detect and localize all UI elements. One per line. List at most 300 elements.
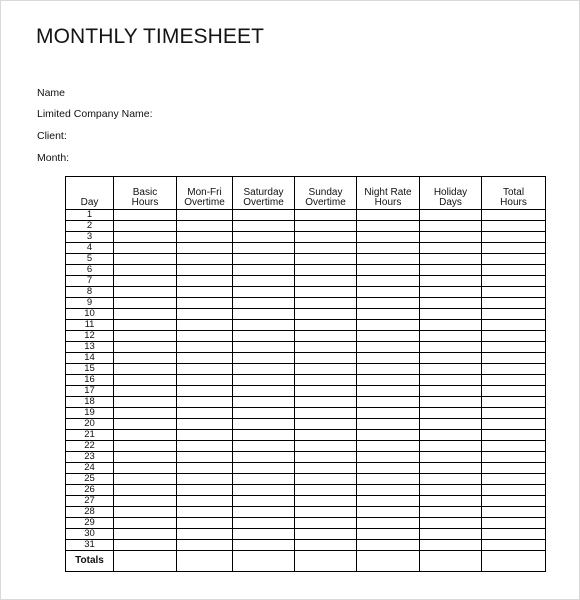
entry-cell[interactable] bbox=[482, 518, 546, 529]
entry-cell[interactable] bbox=[357, 309, 420, 320]
entry-cell[interactable] bbox=[177, 463, 233, 474]
entry-cell[interactable] bbox=[114, 309, 177, 320]
entry-cell[interactable] bbox=[114, 254, 177, 265]
day-row bbox=[66, 298, 546, 309]
entry-cell[interactable] bbox=[114, 452, 177, 463]
entry-cell[interactable] bbox=[357, 397, 420, 408]
entry-cell[interactable] bbox=[233, 265, 295, 276]
day-number: 29 bbox=[66, 518, 114, 529]
entry-cell[interactable] bbox=[295, 364, 357, 375]
day-number: 4 bbox=[66, 243, 114, 254]
entry-cell[interactable] bbox=[114, 287, 177, 298]
day-row bbox=[66, 375, 546, 386]
entry-cell[interactable] bbox=[114, 243, 177, 254]
timesheet-table bbox=[65, 176, 546, 572]
entry-cell[interactable] bbox=[357, 430, 420, 441]
entry-cell[interactable] bbox=[357, 386, 420, 397]
column-header-line: Overtime bbox=[243, 197, 284, 208]
day-number: 8 bbox=[66, 287, 114, 298]
entry-cell[interactable] bbox=[295, 287, 357, 298]
day-row bbox=[66, 529, 546, 540]
entry-cell[interactable] bbox=[233, 430, 295, 441]
day-row bbox=[66, 243, 546, 254]
entry-cell[interactable] bbox=[420, 276, 482, 287]
entry-cell[interactable] bbox=[177, 265, 233, 276]
day-row bbox=[66, 221, 546, 232]
entry-cell[interactable] bbox=[177, 485, 233, 496]
entry-cell[interactable] bbox=[177, 342, 233, 353]
entry-cell[interactable] bbox=[357, 331, 420, 342]
client-field-label: Client: bbox=[37, 130, 67, 142]
entry-cell[interactable] bbox=[357, 452, 420, 463]
entry-cell[interactable] bbox=[114, 474, 177, 485]
day-row bbox=[66, 430, 546, 441]
entry-cell[interactable] bbox=[420, 210, 482, 221]
entry-cell[interactable] bbox=[177, 540, 233, 551]
entry-cell[interactable] bbox=[233, 496, 295, 507]
header-row bbox=[66, 177, 546, 210]
totals-cell[interactable] bbox=[482, 551, 546, 572]
entry-cell[interactable] bbox=[482, 375, 546, 386]
day-number: 14 bbox=[66, 353, 114, 364]
entry-cell[interactable] bbox=[233, 243, 295, 254]
entry-cell[interactable] bbox=[233, 364, 295, 375]
entry-cell[interactable] bbox=[482, 254, 546, 265]
entry-cell[interactable] bbox=[420, 474, 482, 485]
entry-cell[interactable] bbox=[357, 287, 420, 298]
entry-cell[interactable] bbox=[177, 529, 233, 540]
entry-cell[interactable] bbox=[177, 210, 233, 221]
entry-cell[interactable] bbox=[114, 265, 177, 276]
entry-cell[interactable] bbox=[295, 507, 357, 518]
entry-cell[interactable] bbox=[233, 331, 295, 342]
entry-cell[interactable] bbox=[482, 210, 546, 221]
day-number: 12 bbox=[66, 331, 114, 342]
day-number: 13 bbox=[66, 342, 114, 353]
entry-cell[interactable] bbox=[177, 243, 233, 254]
day-number: 26 bbox=[66, 485, 114, 496]
entry-cell[interactable] bbox=[482, 221, 546, 232]
entry-cell[interactable] bbox=[114, 408, 177, 419]
day-number: 17 bbox=[66, 386, 114, 397]
entry-cell[interactable] bbox=[295, 353, 357, 364]
entry-cell[interactable] bbox=[357, 320, 420, 331]
column-header bbox=[357, 177, 420, 210]
entry-cell[interactable] bbox=[357, 265, 420, 276]
column-header-line: Holiday bbox=[433, 187, 468, 198]
day-row bbox=[66, 353, 546, 364]
entry-cell[interactable] bbox=[114, 232, 177, 243]
entry-cell[interactable] bbox=[295, 265, 357, 276]
totals-cell[interactable] bbox=[357, 551, 420, 572]
entry-cell[interactable] bbox=[114, 331, 177, 342]
entry-cell[interactable] bbox=[420, 397, 482, 408]
entry-cell[interactable] bbox=[420, 452, 482, 463]
entry-cell[interactable] bbox=[357, 474, 420, 485]
entry-cell[interactable] bbox=[177, 386, 233, 397]
day-row bbox=[66, 441, 546, 452]
column-header bbox=[420, 177, 482, 210]
entry-cell[interactable] bbox=[233, 507, 295, 518]
entry-cell[interactable] bbox=[420, 320, 482, 331]
entry-cell[interactable] bbox=[357, 232, 420, 243]
entry-cell[interactable] bbox=[420, 375, 482, 386]
entry-cell[interactable] bbox=[295, 309, 357, 320]
day-row bbox=[66, 463, 546, 474]
entry-cell[interactable] bbox=[233, 298, 295, 309]
entry-cell[interactable] bbox=[482, 243, 546, 254]
entry-cell[interactable] bbox=[177, 507, 233, 518]
entry-cell[interactable] bbox=[295, 375, 357, 386]
entry-cell[interactable] bbox=[114, 540, 177, 551]
entry-cell[interactable] bbox=[233, 540, 295, 551]
entry-cell[interactable] bbox=[177, 320, 233, 331]
entry-cell[interactable] bbox=[233, 397, 295, 408]
entry-cell[interactable] bbox=[233, 375, 295, 386]
totals-cell[interactable] bbox=[420, 551, 482, 572]
entry-cell[interactable] bbox=[482, 232, 546, 243]
entry-cell[interactable] bbox=[295, 518, 357, 529]
totals-cell[interactable] bbox=[177, 551, 233, 572]
day-number: 27 bbox=[66, 496, 114, 507]
day-number: 2 bbox=[66, 221, 114, 232]
entry-cell[interactable] bbox=[420, 386, 482, 397]
day-number: 18 bbox=[66, 397, 114, 408]
entry-cell[interactable] bbox=[177, 298, 233, 309]
entry-cell[interactable] bbox=[482, 342, 546, 353]
entry-cell[interactable] bbox=[177, 276, 233, 287]
entry-cell[interactable] bbox=[420, 353, 482, 364]
table-body bbox=[66, 210, 546, 551]
entry-cell[interactable] bbox=[114, 353, 177, 364]
entry-cell[interactable] bbox=[295, 419, 357, 430]
entry-cell[interactable] bbox=[177, 331, 233, 342]
entry-cell[interactable] bbox=[233, 353, 295, 364]
column-header bbox=[295, 177, 357, 210]
entry-cell[interactable] bbox=[357, 221, 420, 232]
entry-cell[interactable] bbox=[114, 210, 177, 221]
entry-cell[interactable] bbox=[357, 353, 420, 364]
entry-cell[interactable] bbox=[114, 364, 177, 375]
entry-cell[interactable] bbox=[420, 342, 482, 353]
entry-cell[interactable] bbox=[233, 342, 295, 353]
column-header bbox=[177, 177, 233, 210]
entry-cell[interactable] bbox=[233, 463, 295, 474]
entry-cell[interactable] bbox=[295, 221, 357, 232]
entry-cell[interactable] bbox=[114, 419, 177, 430]
entry-cell[interactable] bbox=[295, 331, 357, 342]
entry-cell[interactable] bbox=[357, 518, 420, 529]
entry-cell[interactable] bbox=[177, 408, 233, 419]
entry-cell[interactable] bbox=[295, 485, 357, 496]
entry-cell[interactable] bbox=[114, 485, 177, 496]
day-number: 10 bbox=[66, 309, 114, 320]
column-header-line: Days bbox=[439, 197, 462, 208]
entry-cell[interactable] bbox=[177, 254, 233, 265]
day-number: 11 bbox=[66, 320, 114, 331]
entry-cell[interactable] bbox=[114, 298, 177, 309]
entry-cell[interactable] bbox=[420, 518, 482, 529]
entry-cell[interactable] bbox=[114, 507, 177, 518]
entry-cell[interactable] bbox=[233, 441, 295, 452]
day-row bbox=[66, 309, 546, 320]
entry-cell[interactable] bbox=[295, 342, 357, 353]
entry-cell[interactable] bbox=[420, 485, 482, 496]
entry-cell[interactable] bbox=[295, 243, 357, 254]
entry-cell[interactable] bbox=[114, 320, 177, 331]
entry-cell[interactable] bbox=[420, 232, 482, 243]
day-number: 3 bbox=[66, 232, 114, 243]
entry-cell[interactable] bbox=[482, 397, 546, 408]
day-row bbox=[66, 276, 546, 287]
entry-cell[interactable] bbox=[482, 287, 546, 298]
entry-cell[interactable] bbox=[357, 254, 420, 265]
entry-cell[interactable] bbox=[420, 298, 482, 309]
entry-cell[interactable] bbox=[420, 419, 482, 430]
entry-cell[interactable] bbox=[420, 265, 482, 276]
day-number: 15 bbox=[66, 364, 114, 375]
entry-cell[interactable] bbox=[420, 507, 482, 518]
day-number: 25 bbox=[66, 474, 114, 485]
entry-cell[interactable] bbox=[233, 309, 295, 320]
entry-cell[interactable] bbox=[295, 474, 357, 485]
entry-cell[interactable] bbox=[177, 375, 233, 386]
totals-cell[interactable] bbox=[233, 551, 295, 572]
entry-cell[interactable] bbox=[233, 386, 295, 397]
entry-cell[interactable] bbox=[357, 298, 420, 309]
entry-cell[interactable] bbox=[357, 496, 420, 507]
column-header-line: Saturday bbox=[243, 187, 284, 198]
totals-row bbox=[66, 551, 546, 572]
entry-cell[interactable] bbox=[420, 430, 482, 441]
day-row bbox=[66, 320, 546, 331]
entry-cell[interactable] bbox=[233, 529, 295, 540]
column-header-line: Mon-Fri bbox=[187, 187, 222, 198]
entry-cell[interactable] bbox=[233, 518, 295, 529]
entry-cell[interactable] bbox=[482, 265, 546, 276]
entry-cell[interactable] bbox=[357, 441, 420, 452]
entry-cell[interactable] bbox=[233, 221, 295, 232]
entry-cell[interactable] bbox=[420, 463, 482, 474]
day-number: 7 bbox=[66, 276, 114, 287]
totals-cell[interactable] bbox=[114, 551, 177, 572]
entry-cell[interactable] bbox=[357, 485, 420, 496]
day-row bbox=[66, 397, 546, 408]
column-header-line: Hours bbox=[131, 197, 159, 208]
column-header-line: Hours bbox=[500, 197, 527, 208]
column-header bbox=[114, 177, 177, 210]
entry-cell[interactable] bbox=[482, 276, 546, 287]
entry-cell[interactable] bbox=[482, 298, 546, 309]
entry-cell[interactable] bbox=[295, 210, 357, 221]
entry-cell[interactable] bbox=[177, 221, 233, 232]
day-row bbox=[66, 507, 546, 518]
name-field-label: Name bbox=[37, 87, 66, 99]
entry-cell[interactable] bbox=[114, 221, 177, 232]
totals-label: Totals bbox=[66, 551, 114, 572]
entry-cell[interactable] bbox=[482, 320, 546, 331]
entry-cell[interactable] bbox=[482, 529, 546, 540]
entry-cell[interactable] bbox=[295, 408, 357, 419]
entry-cell[interactable] bbox=[295, 232, 357, 243]
entry-cell[interactable] bbox=[420, 243, 482, 254]
entry-cell[interactable] bbox=[295, 529, 357, 540]
entry-cell[interactable] bbox=[482, 386, 546, 397]
entry-cell[interactable] bbox=[482, 419, 546, 430]
entry-cell[interactable] bbox=[114, 496, 177, 507]
entry-cell[interactable] bbox=[177, 452, 233, 463]
entry-cell[interactable] bbox=[482, 452, 546, 463]
entry-cell[interactable] bbox=[114, 430, 177, 441]
entry-cell[interactable] bbox=[233, 232, 295, 243]
entry-cell[interactable] bbox=[357, 243, 420, 254]
entry-cell[interactable] bbox=[295, 463, 357, 474]
entry-cell[interactable] bbox=[295, 298, 357, 309]
column-header-line: Total bbox=[502, 187, 525, 198]
entry-cell[interactable] bbox=[177, 309, 233, 320]
entry-cell[interactable] bbox=[482, 331, 546, 342]
entry-cell[interactable] bbox=[357, 364, 420, 375]
entry-cell[interactable] bbox=[482, 441, 546, 452]
page-title: MONTHLY TIMESHEET bbox=[36, 25, 265, 48]
entry-cell[interactable] bbox=[295, 430, 357, 441]
day-number: 21 bbox=[66, 430, 114, 441]
entry-cell[interactable] bbox=[233, 254, 295, 265]
entry-cell[interactable] bbox=[357, 408, 420, 419]
column-header bbox=[482, 177, 546, 210]
entry-cell[interactable] bbox=[114, 386, 177, 397]
entry-cell[interactable] bbox=[233, 287, 295, 298]
entry-cell[interactable] bbox=[233, 419, 295, 430]
column-header-line: Hours bbox=[374, 197, 402, 208]
totals-cell[interactable] bbox=[295, 551, 357, 572]
entry-cell[interactable] bbox=[177, 397, 233, 408]
entry-cell[interactable] bbox=[177, 419, 233, 430]
entry-cell[interactable] bbox=[420, 364, 482, 375]
entry-cell[interactable] bbox=[482, 474, 546, 485]
entry-cell[interactable] bbox=[233, 408, 295, 419]
entry-cell[interactable] bbox=[357, 342, 420, 353]
entry-cell[interactable] bbox=[233, 210, 295, 221]
day-number: 23 bbox=[66, 452, 114, 463]
entry-cell[interactable] bbox=[295, 320, 357, 331]
day-number: 31 bbox=[66, 540, 114, 551]
entry-cell[interactable] bbox=[482, 309, 546, 320]
entry-cell[interactable] bbox=[482, 408, 546, 419]
entry-cell[interactable] bbox=[357, 540, 420, 551]
entry-cell[interactable] bbox=[482, 507, 546, 518]
day-row bbox=[66, 408, 546, 419]
day-row bbox=[66, 540, 546, 551]
entry-cell[interactable] bbox=[482, 540, 546, 551]
day-row bbox=[66, 265, 546, 276]
entry-cell[interactable] bbox=[233, 320, 295, 331]
entry-cell[interactable] bbox=[177, 518, 233, 529]
entry-cell[interactable] bbox=[482, 463, 546, 474]
entry-cell[interactable] bbox=[482, 364, 546, 375]
entry-cell[interactable] bbox=[295, 386, 357, 397]
day-number: 24 bbox=[66, 463, 114, 474]
day-number: 28 bbox=[66, 507, 114, 518]
entry-cell[interactable] bbox=[177, 430, 233, 441]
entry-cell[interactable] bbox=[420, 408, 482, 419]
entry-cell[interactable] bbox=[114, 276, 177, 287]
entry-cell[interactable] bbox=[420, 540, 482, 551]
month-field-label: Month: bbox=[37, 152, 70, 164]
company-field-label: Limited Company Name: bbox=[37, 108, 153, 120]
entry-cell[interactable] bbox=[177, 287, 233, 298]
entry-cell[interactable] bbox=[357, 375, 420, 386]
entry-cell[interactable] bbox=[114, 342, 177, 353]
entry-cell[interactable] bbox=[114, 375, 177, 386]
entry-cell[interactable] bbox=[233, 452, 295, 463]
entry-cell[interactable] bbox=[177, 353, 233, 364]
entry-cell[interactable] bbox=[420, 309, 482, 320]
day-row bbox=[66, 287, 546, 298]
entry-cell[interactable] bbox=[420, 254, 482, 265]
entry-cell[interactable] bbox=[357, 507, 420, 518]
entry-cell[interactable] bbox=[357, 210, 420, 221]
entry-cell[interactable] bbox=[420, 287, 482, 298]
entry-cell[interactable] bbox=[114, 397, 177, 408]
entry-cell[interactable] bbox=[177, 474, 233, 485]
day-row bbox=[66, 452, 546, 463]
entry-cell[interactable] bbox=[114, 529, 177, 540]
entry-cell[interactable] bbox=[357, 463, 420, 474]
day-row bbox=[66, 342, 546, 353]
entry-cell[interactable] bbox=[114, 518, 177, 529]
day-row bbox=[66, 331, 546, 342]
column-header bbox=[233, 177, 295, 210]
entry-cell[interactable] bbox=[482, 496, 546, 507]
entry-cell[interactable] bbox=[177, 496, 233, 507]
day-number: 16 bbox=[66, 375, 114, 386]
entry-cell[interactable] bbox=[482, 485, 546, 496]
day-number: 9 bbox=[66, 298, 114, 309]
entry-cell[interactable] bbox=[295, 441, 357, 452]
day-row bbox=[66, 496, 546, 507]
entry-cell[interactable] bbox=[420, 441, 482, 452]
entry-cell[interactable] bbox=[357, 529, 420, 540]
column-header-line: Sunday bbox=[308, 187, 343, 198]
entry-cell[interactable] bbox=[177, 364, 233, 375]
column-header-line: Basic bbox=[132, 187, 158, 198]
column-header-line: Overtime bbox=[305, 197, 346, 208]
entry-cell[interactable] bbox=[420, 496, 482, 507]
entry-cell[interactable] bbox=[233, 485, 295, 496]
entry-cell[interactable] bbox=[420, 529, 482, 540]
entry-cell[interactable] bbox=[357, 419, 420, 430]
entry-cell[interactable] bbox=[295, 276, 357, 287]
entry-cell[interactable] bbox=[295, 397, 357, 408]
entry-cell[interactable] bbox=[420, 221, 482, 232]
entry-cell[interactable] bbox=[357, 276, 420, 287]
entry-cell[interactable] bbox=[482, 430, 546, 441]
entry-cell[interactable] bbox=[233, 474, 295, 485]
entry-cell[interactable] bbox=[482, 353, 546, 364]
entry-cell[interactable] bbox=[295, 254, 357, 265]
entry-cell[interactable] bbox=[114, 441, 177, 452]
entry-cell[interactable] bbox=[295, 496, 357, 507]
entry-cell[interactable] bbox=[420, 331, 482, 342]
entry-cell[interactable] bbox=[177, 232, 233, 243]
entry-cell[interactable] bbox=[295, 540, 357, 551]
entry-cell[interactable] bbox=[233, 276, 295, 287]
entry-cell[interactable] bbox=[295, 452, 357, 463]
entry-cell[interactable] bbox=[177, 441, 233, 452]
entry-cell[interactable] bbox=[114, 463, 177, 474]
day-number: 19 bbox=[66, 408, 114, 419]
